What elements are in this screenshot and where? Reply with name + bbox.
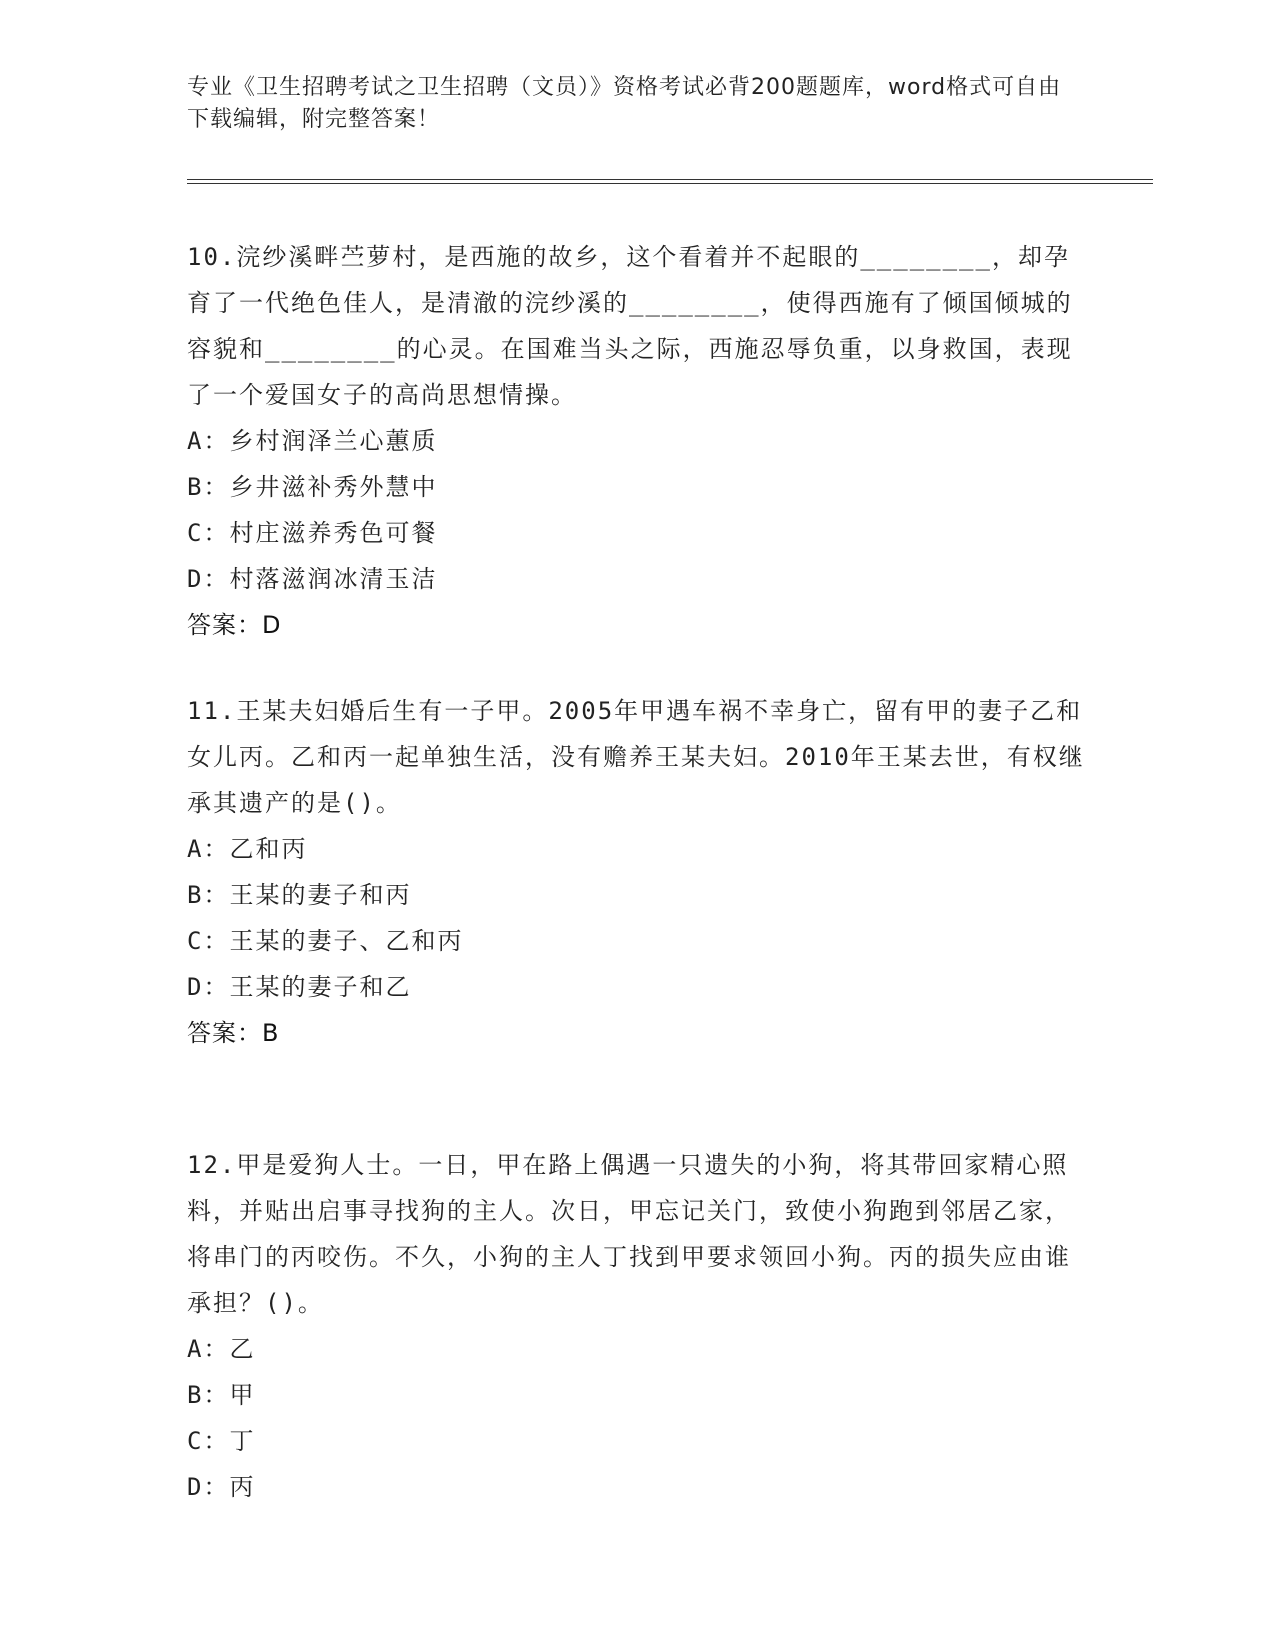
option-c — [187, 918, 1087, 964]
header-divider-bottom — [187, 183, 1153, 184]
option-d — [187, 1464, 1087, 1510]
answer-label: 答案： — [187, 1019, 262, 1047]
answer-line — [187, 1010, 1087, 1056]
question-stem: 10.浣纱溪畔苎萝村，是西施的故乡，这个看着并不起眼的________，却孕育了一代绝色佳人，是清澈的浣纱溪的________，使得西施有了倾国倾城的容貌和________的心灵。在国难当头之际，西施忍辱负重，以身救国，表现了一个爱国女子的高尚思想情操。 — [187, 243, 1073, 409]
option-a — [187, 826, 1087, 872]
question-stem: 11.王某夫妇婚后生有一子甲。2005年甲遇车祸不幸身亡，留有甲的妻子乙和女儿丙。乙和丙一起单独生活，没有赡养王某夫妇。2010年王某去世，有权继承其遗产的是()。 — [187, 697, 1085, 817]
option-a — [187, 1326, 1087, 1372]
header-divider-top — [187, 179, 1153, 180]
option-b — [187, 872, 1087, 918]
question-12 — [187, 1142, 1087, 1510]
question-stem: 12.甲是爱狗人士。一日，甲在路上偶遇一只遗失的小狗，将其带回家精心照料，并贴出启事寻找狗的主人。次日，甲忘记关门，致使小狗跑到邻居乙家，将串门的丙咬伤。不久，小狗的主人丁找到甲要求领回小狗。丙的损失应由谁承担？()。 — [187, 1151, 1071, 1317]
option-text: 王某的妻子和乙 — [229, 973, 412, 1001]
question-10 — [187, 234, 1087, 648]
option-text: 甲 — [229, 1381, 256, 1409]
answer-value: D — [262, 611, 282, 639]
question-11 — [187, 688, 1087, 1056]
answer-label: 答案： — [187, 611, 262, 639]
header-title: 专业《卫生招聘考试之卫生招聘（文员）》资格考试必背200题题库，word格式可自由下载编辑，附完整答案！ — [187, 75, 1062, 132]
answer-line — [187, 602, 1087, 648]
option-text: 乙 — [229, 1335, 256, 1363]
option-b — [187, 464, 1087, 510]
option-a — [187, 418, 1087, 464]
option-key: C： — [187, 927, 230, 955]
option-key: B： — [187, 881, 230, 909]
option-text: 乙和丙 — [229, 835, 308, 863]
option-d — [187, 556, 1087, 602]
option-text: 丁 — [229, 1427, 256, 1455]
option-key: D： — [187, 973, 230, 1001]
option-c — [187, 510, 1087, 556]
document-header — [187, 72, 1067, 136]
option-key: A： — [187, 1335, 230, 1363]
option-key: B： — [187, 1381, 230, 1409]
option-d — [187, 964, 1087, 1010]
option-key: C： — [187, 1427, 230, 1455]
option-text: 乡村润泽兰心蕙质 — [229, 427, 438, 455]
option-text: 村庄滋养秀色可餐 — [229, 519, 438, 547]
option-text: 王某的妻子和丙 — [229, 881, 412, 909]
option-key: C： — [187, 519, 230, 547]
option-text: 王某的妻子、乙和丙 — [229, 927, 464, 955]
option-key: A： — [187, 427, 230, 455]
option-key: D： — [187, 565, 230, 593]
answer-value: B — [262, 1019, 280, 1047]
option-text: 村落滋润冰清玉洁 — [229, 565, 438, 593]
option-key: B： — [187, 473, 230, 501]
option-c — [187, 1418, 1087, 1464]
option-key: D： — [187, 1473, 230, 1501]
option-b — [187, 1372, 1087, 1418]
option-text: 丙 — [229, 1473, 256, 1501]
option-key: A： — [187, 835, 230, 863]
option-text: 乡井滋补秀外慧中 — [229, 473, 438, 501]
